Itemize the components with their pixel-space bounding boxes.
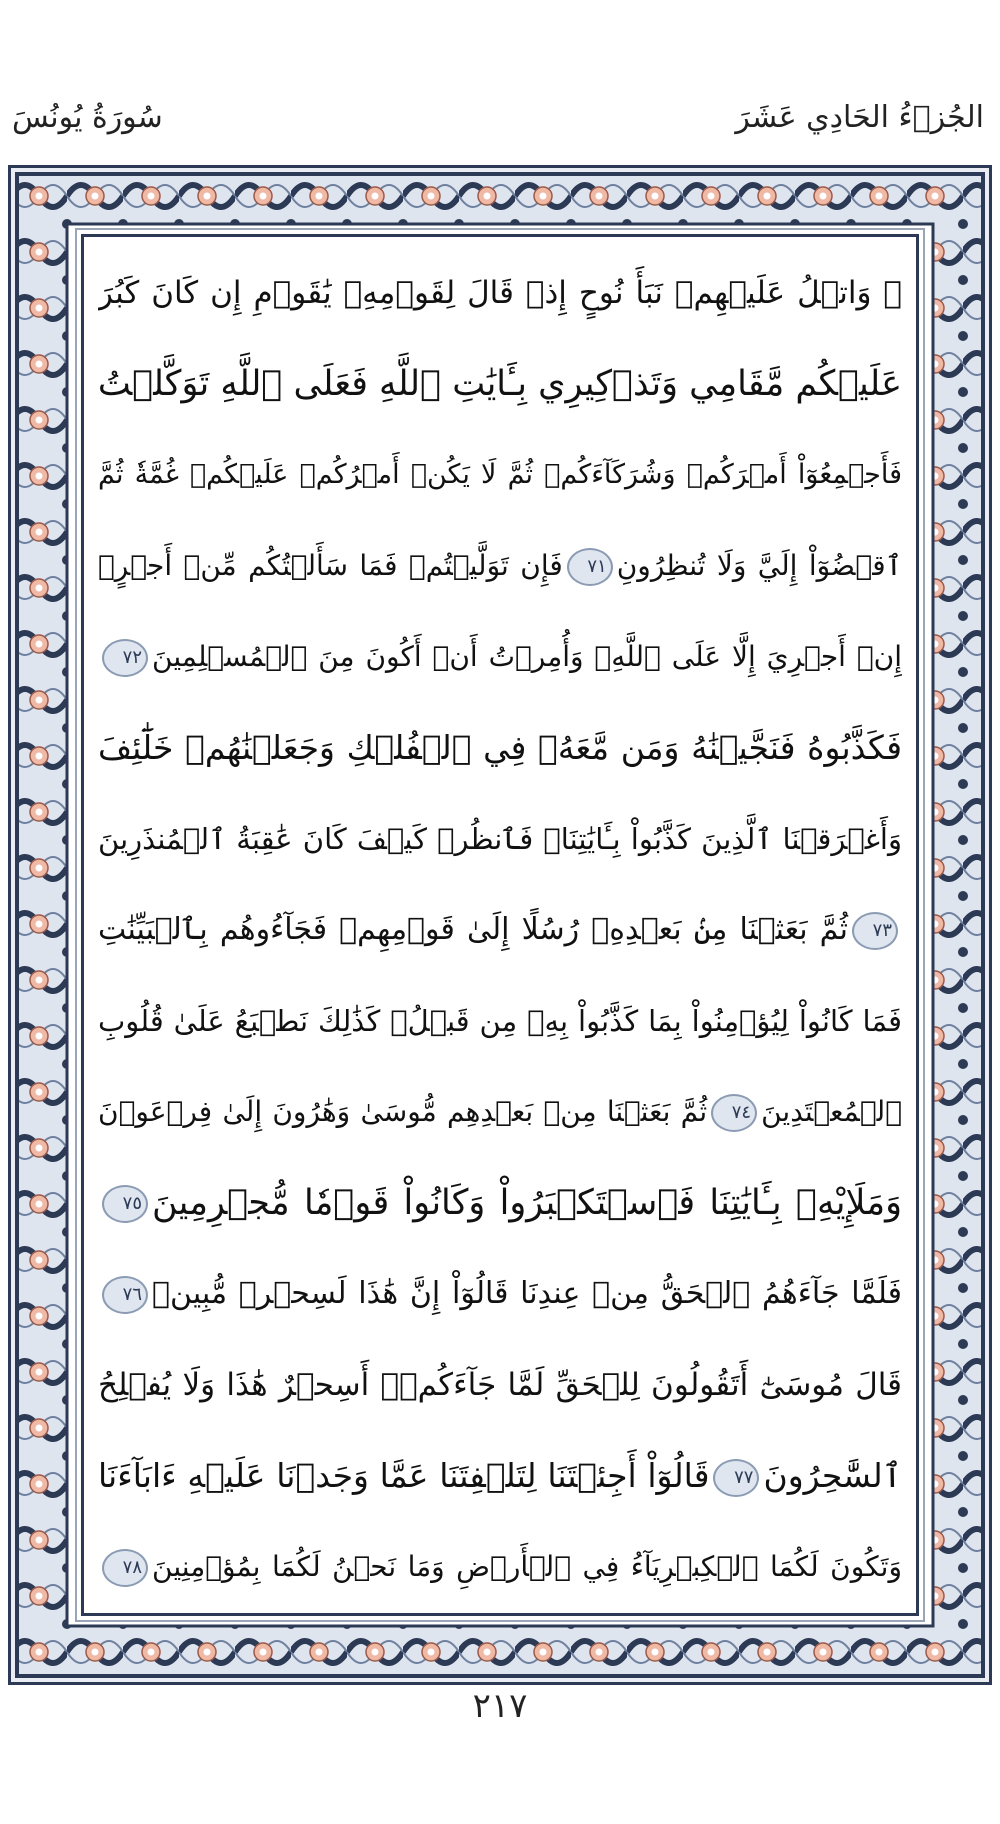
ayah-marker: ٧٨ bbox=[102, 1549, 148, 1587]
verse-text: فَمَا كَانُواْ لِيُؤۡمِنُواْ بِمَا كَذَّبُواْ بِهِۦ مِن قَبۡلُۚ كَذَٰلِكَ نَطۡبَعُ عَلَىٰ قُلُوبِ bbox=[98, 1004, 902, 1038]
text-line bbox=[98, 346, 902, 422]
ayah-marker: ٧٣ bbox=[852, 912, 898, 950]
verse-text: قَالُوٓاْ أَجِئۡتَنَا لِتَلۡفِتَنَا عَمَّا وَجَدۡنَا عَلَيۡهِ ءَابَآءَنَا bbox=[98, 1456, 710, 1495]
ayah-marker: ٧٦ bbox=[102, 1276, 148, 1314]
verse-text: ثُمَّ بَعَثۡنَا مِنۢ بَعۡدِهِم مُّوسَىٰ وَهَٰرُونَ إِلَىٰ فِرۡعَوۡنَ bbox=[98, 1095, 708, 1128]
text-line bbox=[98, 619, 902, 695]
text-line bbox=[98, 1438, 902, 1514]
ayah-marker: ٧١ bbox=[567, 548, 613, 586]
ornamental-frame bbox=[8, 165, 992, 1685]
ayah-marker: ٧٧ bbox=[713, 1459, 759, 1497]
verse-text: عَلَيۡكُم مَّقَامِي وَتَذۡكِيرِي بِـَٔايَٰتِ ٱللَّهِ فَعَلَى ٱللَّهِ تَوَكَّلۡتُ bbox=[98, 364, 902, 404]
verse-text: ٱلۡمُعۡتَدِينَ bbox=[761, 1095, 902, 1128]
page-number: ٢١٧ bbox=[472, 1686, 528, 1726]
text-line bbox=[98, 983, 902, 1059]
verse-text: ٱلسَّٰحِرُونَ bbox=[763, 1456, 902, 1495]
verse-text: ٱقۡضُوٓاْ إِلَيَّ وَلَا تُنظِرُونِ bbox=[616, 549, 902, 582]
text-line bbox=[98, 1165, 902, 1241]
ayah-marker: ٧٢ bbox=[102, 639, 148, 677]
text-line bbox=[98, 1074, 902, 1150]
verse-text: ثُمَّ بَعَثۡنَا مِنۢ بَعۡدِهِۦ رُسُلًا إِلَىٰ قَوۡمِهِمۡ فَجَآءُوهُم بِٱلۡبَيِّنَٰتِ bbox=[98, 912, 848, 947]
surah-header: سُورَةُ يُونُسَ bbox=[12, 100, 163, 135]
verse-text: قَالَ مُوسَىٰٓ أَتَقُولُونَ لِلۡحَقِّ لَمَّا جَآءَكُمۡۖ أَسِحۡرٌ هَٰذَا وَلَا يُفۡلِحُ bbox=[98, 1367, 902, 1403]
text-line bbox=[98, 892, 902, 968]
text-line bbox=[98, 801, 902, 877]
verse-text: وَأَغۡرَقۡنَا ٱلَّذِينَ كَذَّبُواْ بِـَٔايَٰتِنَاۖ فَٱنظُرۡ كَيۡفَ كَانَ عَٰقِبَةُ ٱلۡمُنذَرِينَ bbox=[98, 822, 902, 856]
text-line bbox=[98, 1256, 902, 1332]
quran-text-panel bbox=[81, 234, 919, 1616]
text-line bbox=[98, 255, 902, 331]
text-line bbox=[98, 710, 902, 786]
text-line bbox=[98, 528, 902, 604]
verse-text: ۞ وَاتۡلُ عَلَيۡهِمۡ نَبَأَ نُوحٍ إِذۡ قَالَ لِقَوۡمِهِۦ يَٰقَوۡمِ إِن كَانَ كَبُرَ bbox=[98, 275, 902, 311]
verse-text: إِنۡ أَجۡرِيَ إِلَّا عَلَى ٱللَّهِۖ وَأُمِرۡتُ أَنۡ أَكُونَ مِنَ ٱلۡمُسۡلِمِينَ bbox=[152, 640, 902, 673]
juz-header: الجُزۡءُ الحَادِي عَشَرَ bbox=[735, 100, 984, 135]
text-line bbox=[98, 437, 902, 513]
ayah-marker: ٧٥ bbox=[102, 1185, 148, 1223]
text-line bbox=[98, 1347, 902, 1423]
text-line bbox=[98, 1529, 902, 1605]
verse-text: فَأَجۡمِعُوٓاْ أَمۡرَكُمۡ وَشُرَكَآءَكُمۡ ثُمَّ لَا يَكُنۡ أَمۡرُكُمۡ عَلَيۡكُمۡ غُمَّةٗ ثُمَّ bbox=[98, 459, 902, 490]
verse-text: فَكَذَّبُوهُ فَنَجَّيۡنَٰهُ وَمَن مَّعَهُۥ فِي ٱلۡفُلۡكِ وَجَعَلۡنَٰهُمۡ خَلَٰٓئِفَ bbox=[98, 728, 902, 767]
verse-text: فَإِن تَوَلَّيۡتُمۡ فَمَا سَأَلۡتُكُم مِّنۡ أَجۡرٍۖ bbox=[98, 549, 563, 582]
verse-text: وَتَكُونَ لَكُمَا ٱلۡكِبۡرِيَآءُ فِي ٱلۡأَرۡضِ وَمَا نَحۡنُ لَكُمَا بِمُؤۡمِنِينَ bbox=[152, 1550, 902, 1583]
verse-text: وَمَلَإِيْهِۦ بِـَٔايَٰتِنَا فَٱسۡتَكۡبَرُواْ وَكَانُواْ قَوۡمٗا مُّجۡرِمِينَ bbox=[152, 1183, 902, 1223]
verse-text: فَلَمَّا جَآءَهُمُ ٱلۡحَقُّ مِنۡ عِندِنَا قَالُوٓاْ إِنَّ هَٰذَا لَسِحۡرٞ مُّبِينٞ bbox=[152, 1276, 902, 1311]
ayah-marker: ٧٤ bbox=[711, 1094, 757, 1132]
